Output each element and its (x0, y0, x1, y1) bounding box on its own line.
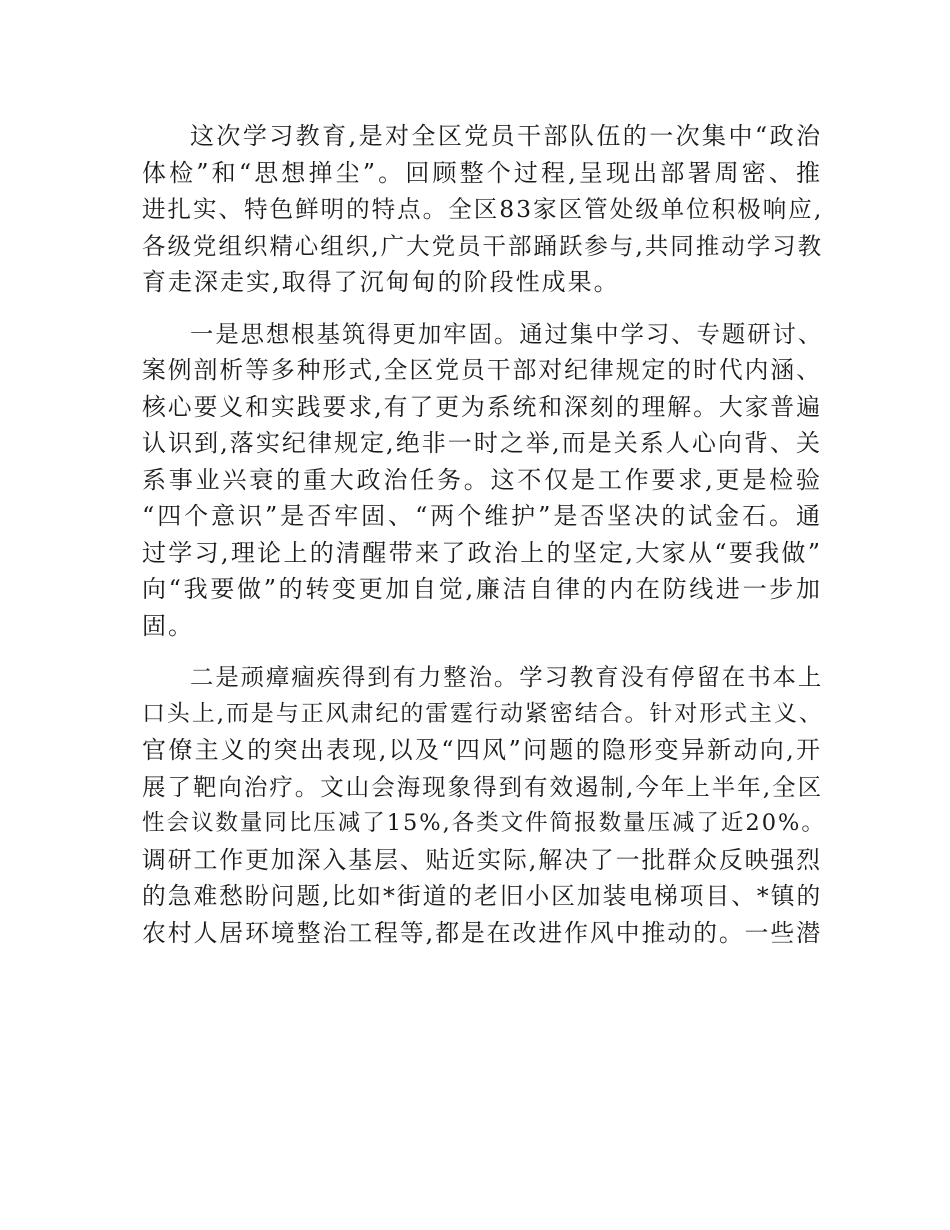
paragraph-3 (142, 659, 826, 951)
text-line: 核心要义和实践要求,有了更为系统和深刻的理解。大家普遍 (142, 392, 822, 421)
paragraph-2 (142, 316, 822, 645)
text-line: 官僚主义的突出表现,以及“四风”问题的隐形变异新动向,开 (142, 736, 822, 764)
text-line: 育走深走实,取得了沉甸甸的阶段性成果。 (142, 268, 620, 296)
text-line: 案例剖析等多种形式,全区党员干部对纪律规定的时代内涵、 (142, 356, 822, 384)
text-line: 口头上,而是与正风肃纪的雷霆行动紧密结合。针对形式主义、 (142, 700, 824, 727)
text-line: 性会议数量同比压减了15%,各类文件简报数量压减了近20%。 (142, 810, 826, 836)
text-line: 认识到,落实纪律规定,绝非一时之举,而是关系人心向背、关 (142, 429, 822, 457)
text-line: 各级党组织精心组织,广大党员干部踊跃参与,共同推动学习教 (142, 231, 824, 260)
text-line: 展了靶向治疗。文山会海现象得到有效遏制,今年上半年,全区 (142, 772, 824, 801)
text-line: 二是顽瘴痼疾得到有力整治。学习教育没有停留在书本上 (190, 663, 824, 691)
document-body (142, 118, 826, 966)
text-line: 农村人居环境整治工程等,都是在改进作风中推动的。一些潜 (142, 918, 822, 947)
paragraph-1 (142, 118, 822, 301)
text-line: 进扎实、特色鲜明的特点。全区83家区管处级单位积极响应, (142, 195, 824, 223)
text-line: 系事业兴衰的重大政治任务。这不仅是工作要求,更是检验 (142, 465, 822, 494)
text-line: 这次学习教育,是对全区党员干部队伍的一次集中“政治 (190, 122, 822, 150)
text-line: 的急难愁盼问题,比如*街道的老旧小区加装电梯项目、*镇的 (142, 882, 823, 910)
text-line: 体检”和“思想掸尘”。回顾整个过程,呈现出部署周密、推 (142, 158, 822, 187)
text-line: 一是思想根基筑得更加牢固。通过集中学习、专题研讨、 (190, 319, 824, 348)
text-line: 过学习,理论上的清醒带来了政治上的坚定,大家从“要我做” (142, 538, 822, 567)
text-line: “四个意识”是否牢固、“两个维护”是否坚决的试金石。通 (142, 502, 822, 530)
text-line: 调研工作更加深入基层、贴近实际,解决了一批群众反映强烈 (142, 845, 822, 874)
text-line: 固。 (142, 611, 194, 640)
text-line: 向“我要做”的转变更加自觉,廉洁自律的内在防线进一步加 (142, 575, 822, 603)
